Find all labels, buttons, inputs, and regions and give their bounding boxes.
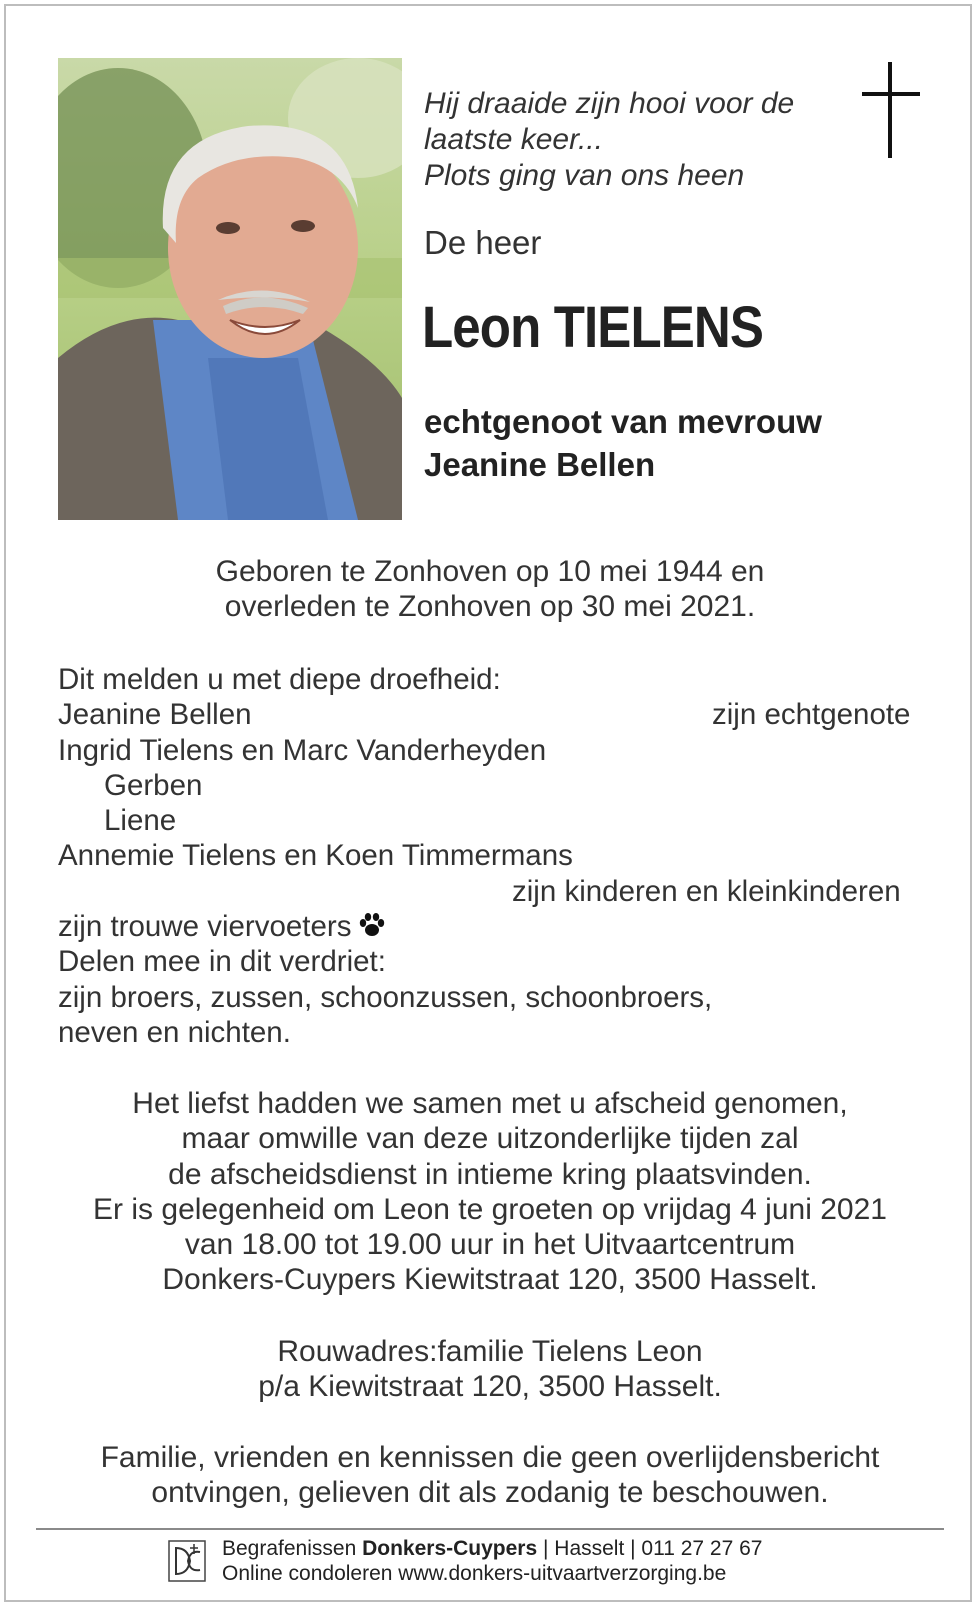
mourner-spouse-role: zijn echtgenote <box>712 698 911 732</box>
ceremony-line: maar omwille van deze uitzonderlijke tijden zal <box>181 1122 799 1156</box>
footer-prefix: Begrafenissen <box>222 1537 363 1560</box>
birth-line: Geboren te Zonhoven op 10 mei 1944 en <box>215 555 765 588</box>
closing-line: ontvingen, gelieven dit als zodanig te beschouwen. <box>151 1476 829 1510</box>
footer-line-1 <box>222 1536 763 1561</box>
relatives-line: neven en nichten. <box>58 1015 291 1049</box>
spouse-name: Jeanine Bellen <box>424 446 656 483</box>
mourner-spouse-name: Jeanine Bellen <box>58 698 252 732</box>
deceased-name: Leon TIELENS <box>422 295 764 360</box>
footer-contact: | Hasselt | 011 27 27 67 <box>537 1537 763 1560</box>
footer-company: Donkers-Cuypers <box>362 1537 538 1560</box>
ceremony-line: Het liefst hadden we samen met u afscheid genomen, <box>132 1087 848 1120</box>
mourner-row <box>58 697 928 732</box>
relatives-line: zijn broers, zussen, schoonzussen, schoonbroers, <box>58 980 713 1014</box>
mourning-address <box>0 1334 980 1405</box>
address-line: Rouwadres:familie Tielens Leon <box>277 1335 703 1368</box>
cross-icon <box>862 62 920 158</box>
address-line: p/a Kiewitstraat 120, 3500 Hasselt. <box>258 1370 722 1404</box>
mourner-grandchild: Gerben <box>104 768 203 802</box>
share-intro: Delen mee in dit verdriet: <box>58 945 386 979</box>
ceremony-line: Donkers-Cuypers Kiewitstraat 120, 3500 Hasselt. <box>162 1263 818 1297</box>
poem <box>424 86 824 194</box>
pets-label: zijn trouwe viervoeters <box>58 910 352 944</box>
footer-website-line[interactable]: Online condoleren www.donkers-uitvaartverzorging.be <box>222 1562 727 1585</box>
poem-line: Hij draaide zijn hooi voor de <box>424 87 795 120</box>
portrait-photo <box>58 58 402 520</box>
children-role: zijn kinderen en kleinkinderen <box>512 874 901 908</box>
spouse-info <box>424 400 822 486</box>
closing-note <box>0 1440 980 1511</box>
ceremony-line: de afscheidsdienst in intieme kring plaatsvinden. <box>168 1157 812 1191</box>
poem-line: Plots ging van ons heen <box>424 159 745 192</box>
funeral-home-logo-icon <box>168 1540 206 1582</box>
footer-divider <box>36 1528 944 1530</box>
death-line: overleden te Zonhoven op 30 mei 2021. <box>224 590 756 623</box>
footer-text <box>222 1536 763 1586</box>
ceremony-info <box>0 1086 980 1298</box>
mourner-child: Ingrid Tielens en Marc Vanderheyden <box>58 733 547 767</box>
birth-death-info <box>0 554 980 624</box>
spouse-line: echtgenoot van mevrouw <box>424 403 822 440</box>
footer <box>168 1534 928 1590</box>
mourners-list <box>58 662 928 1050</box>
ceremony-line: van 18.00 tot 19.00 uur in het Uitvaartcentrum <box>184 1228 796 1262</box>
mourner-grandchild: Liene <box>104 804 177 838</box>
ceremony-line: Er is gelegenheid om Leon te groeten op vrijdag 4 juni 2021 <box>93 1192 887 1226</box>
closing-line: Familie, vrienden en kennissen die geen overlijdensbericht <box>100 1441 880 1474</box>
mourner-child: Annemie Tielens en Koen Timmermans <box>58 839 573 873</box>
poem-line: laatste keer... <box>424 123 603 156</box>
mourner-row <box>58 874 928 909</box>
mourners-intro: Dit melden u met diepe droefheid: <box>58 663 501 696</box>
mourner-row <box>58 909 928 944</box>
paw-icon <box>357 910 387 940</box>
salutation: De heer <box>424 224 542 261</box>
